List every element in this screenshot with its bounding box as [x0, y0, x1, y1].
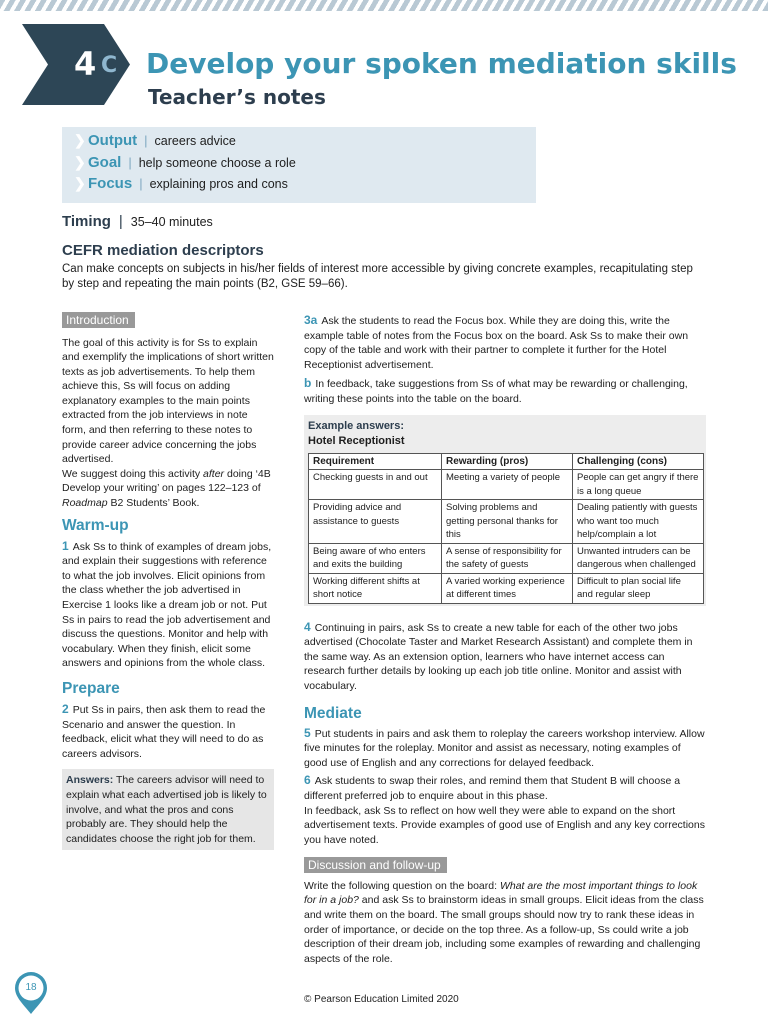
exercise-3a [304, 313, 706, 372]
cefr-heading: CEFR mediation descriptors [62, 242, 264, 259]
separator: | [118, 213, 123, 230]
exercise-3b-text: In feedback, take suggestions from Ss of what may be rewarding or challenging, writing these points into the table on the board. [304, 378, 688, 405]
table-cell: Unwanted intruders can be dangerous when challenged [573, 543, 704, 573]
chevron-right-icon: ❯ [74, 132, 86, 148]
exercise-5-text: Put students in pairs and ask them to roleplay the careers workshop interview. Allow five minutes for the roleplay. Monitor and assist as necessary, noting examples of good use of English and any corrections for delayed feedback. [304, 727, 705, 769]
exercise-number: 1 [62, 538, 69, 553]
goal-label: Goal [88, 153, 122, 171]
unit-badge [22, 24, 130, 105]
focus-value: explaining pros and cons [149, 177, 288, 191]
table-header-row [309, 453, 704, 470]
example-title: Hotel Receptionist [308, 434, 405, 447]
chevron-right-icon: ❯ [74, 175, 86, 191]
cefr-text: Can make concepts on subjects in his/her fields of interest more accessible by giving concrete examples, recapitulating step by step and repeating the main points (B2, GSE 59–66). [62, 263, 693, 290]
goal-value: help someone choose a role [138, 155, 296, 170]
exercise-6 [304, 773, 706, 803]
focus-label: Focus [88, 175, 133, 192]
output-row [74, 133, 536, 155]
timing-line [62, 215, 213, 230]
table-cell: A sense of responsibility for the safety of guests [442, 543, 573, 573]
table-cell: Meeting a variety of people [442, 470, 573, 500]
discussion-text [304, 879, 706, 967]
table-cell: Being aware of who enters and exits the building [309, 543, 442, 573]
exercise-3a-text: Ask the students to read the Focus box. While they are doing this, write the example table of notes from the Focus box on the board. Ask Ss to make their own copy of the table and work with their partner to complete it further for the Hotel Receptionist advertisement. [304, 315, 689, 371]
exercise-4 [304, 620, 706, 694]
mediate-heading: Mediate [304, 704, 362, 722]
output-label: Output [88, 132, 138, 149]
prepare-body: Put Ss in pairs, then ask them to read the Scenario and answer the question. In feedback, elicit what they will need to do as careers advisors. [62, 703, 266, 760]
example-answers-box [304, 415, 706, 606]
intro-note-book-title: Roadmap [62, 497, 108, 510]
table-cell: A varied working experience at different times [442, 573, 573, 603]
example-table [308, 453, 704, 604]
discussion-end: and ask Ss to brainstorm ideas in small groups. Elicit ideas from the class and write them on the board. The small groups should now try to rank these ideas in order of importance, or decide on the top three. As a follow-up, Ss could write a job description of their dream job, including some examples of rewarding and challenging aspects of the role. [304, 894, 704, 965]
table-cell: Working different shifts at short notice [309, 573, 442, 603]
table-header: Challenging (cons) [573, 453, 704, 470]
top-stripe-border [0, 0, 768, 11]
exercise-number: 4 [304, 619, 311, 634]
page-title: Develop your spoken mediation skills [146, 47, 737, 80]
table-cell: Solving problems and getting personal thanks for this [442, 500, 573, 544]
focus-row [74, 176, 536, 198]
prepare-text [62, 702, 274, 761]
right-column [304, 313, 706, 966]
warmup-body: Ask Ss to think of examples of dream jobs, and explain their suggestions with reference to what the job involves. Elicit opinions from the class whether the job advertised in Exercise 1 looks like a dream job or not. Put Ss in pairs to read the job advertisement and discuss the questions. Monitor and help with vocabulary. When they finish, elicit some answers and opinions from the whole class. [62, 540, 272, 670]
table-cell: Dealing patiently with guests who want too much help/complain a lot [573, 500, 704, 544]
introduction-text: The goal of this activity is for Ss to explain and exemplify the implications of short written texts as job advertisements. To help them achieve this, Ss will focus on adding explanatory examples to the main points extracted from the job interviews in note form, and then referring to these notes to provide career advice concerning the jobs advertised. [62, 336, 274, 466]
table-row [309, 573, 704, 603]
introduction-tab: Introduction [62, 312, 135, 328]
intro-note-emphasis: after [203, 467, 225, 480]
answers-box [62, 769, 274, 850]
discussion-question: What are the most important things to look for in a job? [304, 879, 698, 907]
table-row [309, 500, 704, 544]
discussion-start: Write the following question on the board: [304, 879, 500, 892]
exercise-number: 2 [62, 701, 69, 716]
intro-note-start: We suggest doing this activity [62, 467, 204, 480]
exercise-number: 5 [304, 725, 311, 740]
goal-row [74, 155, 536, 177]
introduction-note [62, 467, 274, 511]
answers-label: Answers: [66, 774, 114, 787]
unit-letter: C [101, 53, 118, 78]
copyright-footer: © Pearson Education Limited 2020 [304, 994, 459, 1005]
exercise-number: 3a [304, 313, 318, 327]
exercise-number: b [304, 376, 312, 391]
exercise-6-feedback: In feedback, ask Ss to reflect on how well they were able to expand on the short advertisement texts. Provide examples of good use of English and any key corrections you have noted. [304, 804, 705, 846]
left-column [62, 312, 274, 850]
exercise-3b [304, 376, 706, 406]
page-subtitle: Teacher’s notes [148, 85, 326, 109]
intro-note-end: B2 Students’ Book. [107, 497, 200, 510]
objectives-box [62, 127, 536, 203]
unit-number: 4 [74, 45, 97, 83]
table-row [309, 543, 704, 573]
prepare-heading: Prepare [62, 679, 120, 697]
table-cell: Providing advice and assistance to guests [309, 500, 442, 544]
table-header: Rewarding (pros) [442, 453, 573, 470]
separator: | [139, 176, 143, 191]
discussion-tab: Discussion and follow-up [304, 857, 447, 873]
exercise-5 [304, 726, 706, 771]
timing-label: Timing [62, 213, 111, 230]
warmup-heading: Warm-up [62, 516, 129, 534]
exercise-4-text: Continuing in pairs, ask Ss to create a new table for each of the other two jobs advertised (Chocolate Taster and Market Research Assistant) and complete them in the same way. As an extension option, learners who have internet access can research further details by looking up each job title online. Monitor and assist with vocabulary. [304, 621, 693, 692]
example-label: Example answers: [308, 419, 404, 432]
exercise-6-text: Ask students to swap their roles, and remind them that Student B will choose a different preferred job to enquire about in this phase. [304, 775, 681, 802]
intro-note-mid: doing ‘4B Develop your writing’ on pages 122–123 of [62, 467, 271, 495]
chevron-right-icon: ❯ [74, 153, 86, 170]
exercise-number: 6 [304, 773, 311, 788]
answers-text: The careers advisor will need to explain what each advertised job is likely to involve, and what the pros and cons probably are. They should help the candidates choose the right job for them. [66, 774, 267, 845]
separator: | [144, 133, 148, 148]
output-value: careers advice [154, 134, 236, 148]
timing-value: 35–40 minutes [130, 215, 213, 229]
table-cell: Checking guests in and out [309, 470, 442, 500]
table-row [309, 470, 704, 500]
table-header: Requirement [309, 453, 442, 470]
warmup-text [62, 539, 274, 671]
separator: | [128, 154, 132, 170]
page-number: 18 [25, 982, 37, 993]
table-cell: People can get angry if there is a long queue [573, 470, 704, 500]
table-cell: Difficult to plan social life and regular sleep [573, 573, 704, 603]
